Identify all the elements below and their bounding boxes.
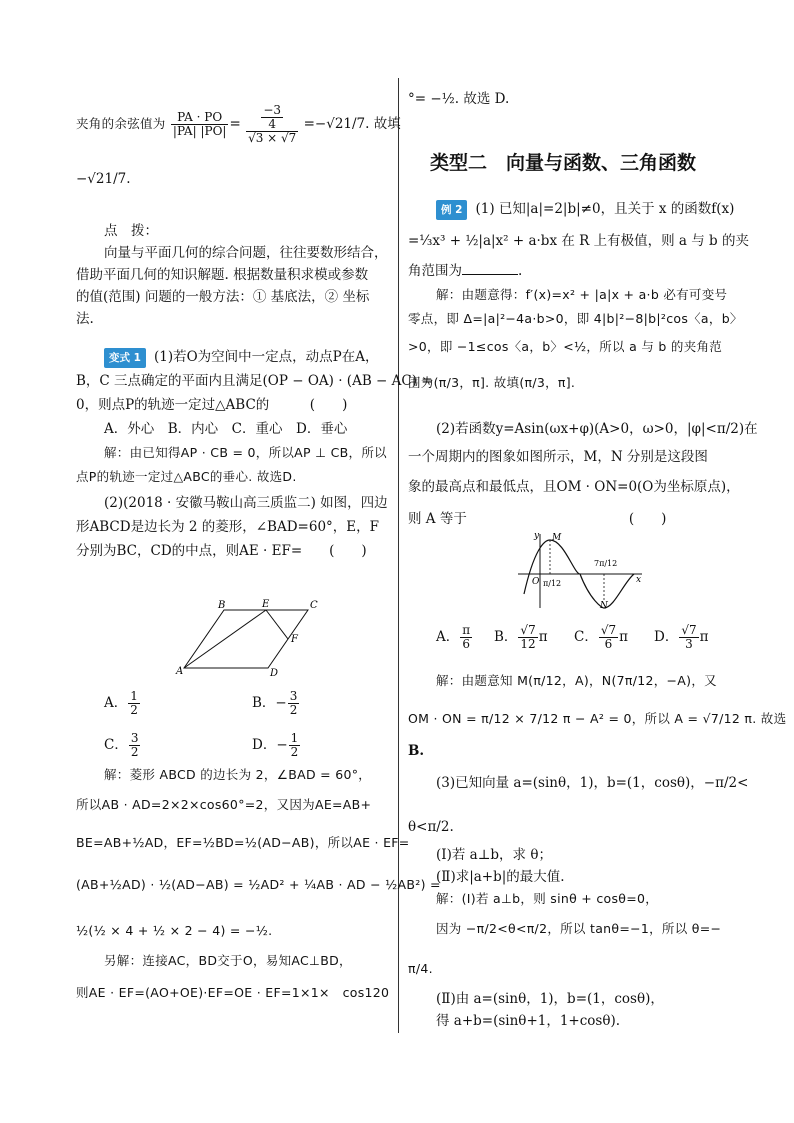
label-o: O — [532, 577, 540, 587]
example-2-question: 例 2 (1) 已知|a|=2|b|≠0，且关于 x 的函数f(x) — [436, 200, 734, 220]
label-7pi-12: 7π/12 — [594, 559, 618, 568]
solution-line: 围为(π/3，π]. 故填(π/3，π]. — [408, 375, 576, 390]
solution-line: 解：由题意得：f′(x)=x² + |a|x + a·b 必有可变号 — [436, 287, 728, 302]
question-line: 形ABCD是边长为 2 的菱形，∠BAD=60°，E，F — [76, 519, 380, 535]
label-m: M — [552, 533, 562, 543]
tip-title: 点 拨： — [104, 223, 158, 239]
tip-line: 借助平面几何的知识解题. 根据数量积求模或参数 — [76, 267, 369, 283]
question-line: (Ⅰ)若 a⊥b，求 θ； — [436, 847, 552, 863]
solution-line: >0，即 −1≤cos〈a，b〉<½，所以 a 与 b 的夹角范 — [408, 339, 723, 354]
label-a: A — [176, 666, 184, 677]
question-line: 分别为BC，CD的中点，则AE · EF= ( ) — [76, 543, 367, 559]
solution-line: 解：由已知得AP · CB = 0，所以AP ⊥ CB，所以 — [104, 445, 387, 460]
question-line: 一个周期内的图象如图所示，M，N 分别是这段图 — [408, 449, 708, 465]
tip-line: 的值(范围) 问题的一般方法：① 基底法，② 坐标 — [76, 289, 370, 305]
solution-line: BE=AB+½AD，EF=½BD=½(AD−AB)，所以AE · EF= — [76, 835, 410, 850]
question-line: 角范围为 . — [408, 263, 523, 279]
label-c: C — [310, 600, 318, 611]
example-badge: 例 2 — [436, 200, 467, 220]
option-a: A． $\frac{1}{2}$ — [104, 689, 138, 717]
label-y: y — [534, 531, 540, 541]
question-line: 0，则点P的轨迹一定过△ABC的 ( ) — [76, 397, 348, 413]
label-n: N — [600, 601, 608, 611]
option-b: B． $\frac{√7}{12}$ π — [494, 623, 548, 651]
cos-fraction-vectors: $\frac{PA \cdot PO}{|PA| |PO|}$ — [172, 110, 227, 138]
question-line: (2)若函数y=Asin(ωx+φ)(A>0，ω>0，|φ|<π/2)在 — [436, 421, 758, 437]
solution-line: OM · ON = π/12 × 7/12 π − A² = 0，所以 A = √7/12 π. 故选 — [408, 711, 787, 726]
solution-line: 则AE · EF=(AO+OE)·EF=OE · EF=1×1× cos120 — [76, 985, 390, 1000]
question-line: B，C 三点确定的平面内且满足(OP − OA) · (AB − AC) = — [76, 373, 433, 389]
continued-line: °= −½. 故选 D. — [408, 91, 510, 107]
label-d: D — [270, 668, 279, 679]
solution-line: 零点，即 Δ=|a|²−4a·b>0，即 4|b|²−8|b|²cos〈a，b〉 — [408, 311, 743, 326]
cos-fraction-values: $\frac{\frac{-3}{4}}{√3 \times √7}$ — [248, 103, 297, 145]
option-a: A． $\frac{\pi}{6}$ — [436, 623, 471, 651]
option-d: D．− $\frac{1}{2}$ — [252, 731, 299, 759]
cosine-formula: 夹角的余弦值为 $\frac{PA \cdot PO}{|PA| |PO|}$ = $\frac{\frac{-3}{4}}{√3 \times √7}$ =−√21/7. 故填 — [76, 103, 401, 145]
solution-line: π/4. — [408, 961, 433, 976]
option-b: B．− $\frac{3}{2}$ — [252, 689, 298, 717]
rhombus-shape — [184, 610, 308, 668]
rhombus-figure — [176, 598, 318, 679]
question-line: =⅓x³ + ½|a|x² + a·bx 在 R 上有极值，则 a 与 b 的夹 — [408, 233, 749, 249]
solution-line: 点P的轨迹一定过△ABC的垂心. 故选D. — [76, 469, 297, 484]
sine-graph — [516, 530, 646, 610]
solution-line: 另解：连接AC，BD交于O，易知AC⊥BD， — [104, 953, 352, 968]
solution-line: 解：(Ⅰ)若 a⊥b，则 sinθ + cosθ=0， — [436, 891, 659, 906]
solution-line: 解：菱形 ABCD 的边长为 2，∠BAD = 60°， — [104, 767, 372, 782]
question-line: θ<π/2. — [408, 819, 454, 835]
question-line: (2)(2018 · 安徽马鞍山高三质监二) 如图，四边 — [104, 495, 388, 511]
segment-ef — [266, 610, 288, 639]
tip-line: 向量与平面几何的综合问题，往往要数形结合， — [104, 245, 388, 261]
tip-line: 法. — [76, 311, 94, 327]
question-line: (3)已知向量 a=(sinθ，1)，b=(1，cosθ)，−π/2< — [436, 775, 749, 791]
label-pi-12: π/12 — [543, 579, 562, 588]
section-heading: 类型二 向量与函数、三角函数 — [430, 152, 697, 174]
segment-ae — [184, 610, 266, 668]
option-d: D． $\frac{√7}{3}$ π — [654, 623, 709, 651]
label-f: F — [291, 634, 298, 645]
question-line: (Ⅱ)求|a+b|的最大值. — [436, 869, 565, 885]
variant-1-question: 变式 1 (1)若O为空间中一定点，动点P在A， — [104, 348, 379, 368]
solution-line: B. — [408, 743, 425, 759]
solution-line: 解：由题意知 M(π/12，A)，N(7π/12，−A)，又 — [436, 673, 717, 688]
question-line: 象的最高点和最低点，且OM · ON=0(O为坐标原点)， — [408, 479, 740, 495]
solution-line: 所以AB · AD=2×2×cos60°=2，又因为AE=AB+ — [76, 797, 372, 812]
solution-line: (Ⅱ)由 a=(sinθ，1)，b=(1，cosθ)， — [436, 991, 664, 1007]
option-c: C． $\frac{√7}{6}$ π — [574, 623, 628, 651]
option-c: C． $\frac{3}{2}$ — [104, 731, 139, 759]
label-e: E — [262, 599, 270, 610]
cosine-answer: −√21/7. — [76, 171, 131, 187]
answer-blank — [462, 274, 518, 275]
label-b: B — [218, 600, 226, 611]
solution-line: (AB+½AD) · ½(AD−AB) = ½AD² + ¼AB · AD − ½AB²) = — [76, 877, 441, 892]
solution-line: ½(½ × 4 + ½ × 2 − 4) = −½. — [76, 923, 273, 938]
options-line: A．外心 B．内心 C．重心 D．垂心 — [104, 421, 348, 437]
solution-line: 得 a+b=(sinθ+1，1+cosθ). — [436, 1013, 621, 1029]
question-line: 则 A 等于 ( ) — [408, 511, 667, 527]
label-x: x — [636, 575, 642, 585]
variant-badge: 变式 1 — [104, 348, 146, 368]
solution-line: 因为 −π/2<θ<π/2，所以 tanθ=−1，所以 θ=− — [436, 921, 722, 936]
